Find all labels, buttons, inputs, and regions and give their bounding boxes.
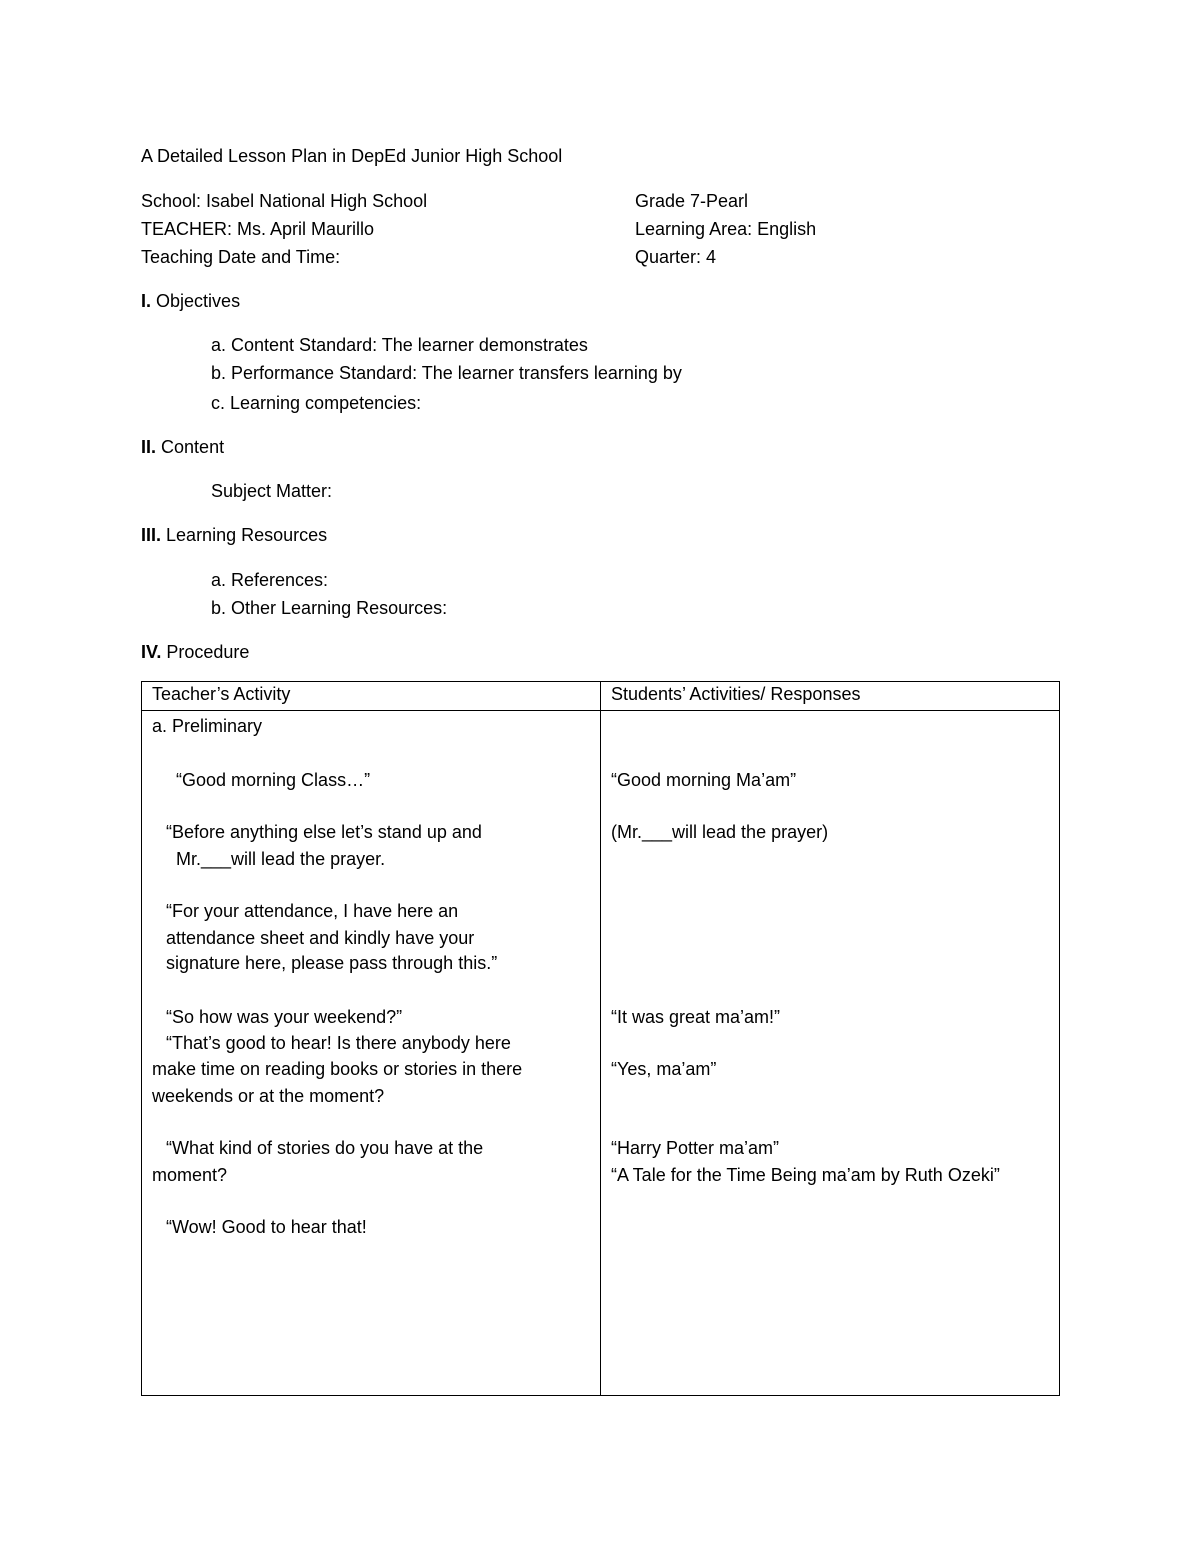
content-title: Content	[161, 437, 225, 457]
student-line: “Good morning Ma’am”	[611, 770, 797, 790]
objectives-heading	[141, 290, 240, 312]
teacher-line: make time on reading books or stories in there	[152, 1059, 523, 1079]
teacher-line: signature here, please pass through this.”	[166, 953, 498, 973]
objectives-title: Objectives	[156, 291, 241, 311]
teacher-activity-header: Teacher’s Activity	[142, 682, 601, 711]
grade-label: Grade 7-Pearl	[635, 191, 749, 211]
teacher-line: a. Preliminary	[152, 716, 263, 736]
teacher-line: “For your attendance, I have here an	[166, 901, 459, 921]
teacher-line: “Good morning Class…”	[176, 770, 371, 790]
resources-title: Learning Resources	[166, 525, 328, 545]
procedure-number: IV.	[141, 642, 162, 662]
content-number: II.	[141, 437, 157, 457]
table-header-row	[142, 682, 1060, 711]
procedure-title: Procedure	[166, 642, 250, 662]
teacher-line: “What kind of stories do you have at the	[166, 1138, 484, 1158]
table-row	[142, 711, 1060, 1396]
teaching-date-label: Teaching Date and Time:	[141, 247, 341, 267]
subject-matter-label: Subject Matter:	[211, 481, 333, 501]
teacher-line: attendance sheet and kindly have your	[166, 928, 475, 948]
student-line: “A Tale for the Time Being ma’am by Ruth Ozeki”	[611, 1165, 1000, 1185]
quarter-label: Quarter: 4	[635, 247, 717, 267]
teacher-line: “Before anything else let’s stand up and	[166, 822, 482, 842]
document-title: A Detailed Lesson Plan in DepEd Junior High School	[141, 146, 563, 166]
student-line: “It was great ma’am!”	[611, 1007, 781, 1027]
student-line: “Yes, ma’am”	[611, 1059, 717, 1079]
objective-item: a. Content Standard: The learner demonstrates	[211, 335, 588, 355]
student-response-cell	[601, 711, 1060, 1396]
teacher-line: “So how was your weekend?”	[166, 1007, 403, 1027]
content-heading	[141, 436, 224, 458]
learning-area-label: Learning Area: English	[635, 219, 817, 239]
teacher-activity-cell	[142, 711, 601, 1396]
teacher-line: Mr.___will lead the prayer.	[176, 849, 386, 869]
objective-item: b. Performance Standard: The learner transfers learning by	[211, 363, 682, 383]
teacher-line: “That’s good to hear! Is there anybody here	[166, 1033, 511, 1053]
objectives-number: I.	[141, 291, 152, 311]
teacher-line: weekends or at the moment?	[152, 1086, 385, 1106]
student-line: “Harry Potter ma’am”	[611, 1138, 780, 1158]
procedure-table	[141, 681, 1060, 1396]
resource-item: a. References:	[211, 570, 329, 590]
objective-item: c. Learning competencies:	[211, 393, 422, 413]
student-line: (Mr.___will lead the prayer)	[611, 822, 829, 842]
student-response-header: Students’ Activities/ Responses	[601, 682, 1060, 711]
procedure-heading	[141, 641, 249, 663]
teacher-line: “Wow! Good to hear that!	[166, 1217, 367, 1237]
resources-number: III.	[141, 525, 162, 545]
teacher-line: moment?	[152, 1165, 228, 1185]
resources-heading	[141, 524, 327, 546]
school-label: School: Isabel National High School	[141, 191, 428, 211]
resource-item: b. Other Learning Resources:	[211, 598, 448, 618]
teacher-label: TEACHER: Ms. April Maurillo	[141, 219, 375, 239]
